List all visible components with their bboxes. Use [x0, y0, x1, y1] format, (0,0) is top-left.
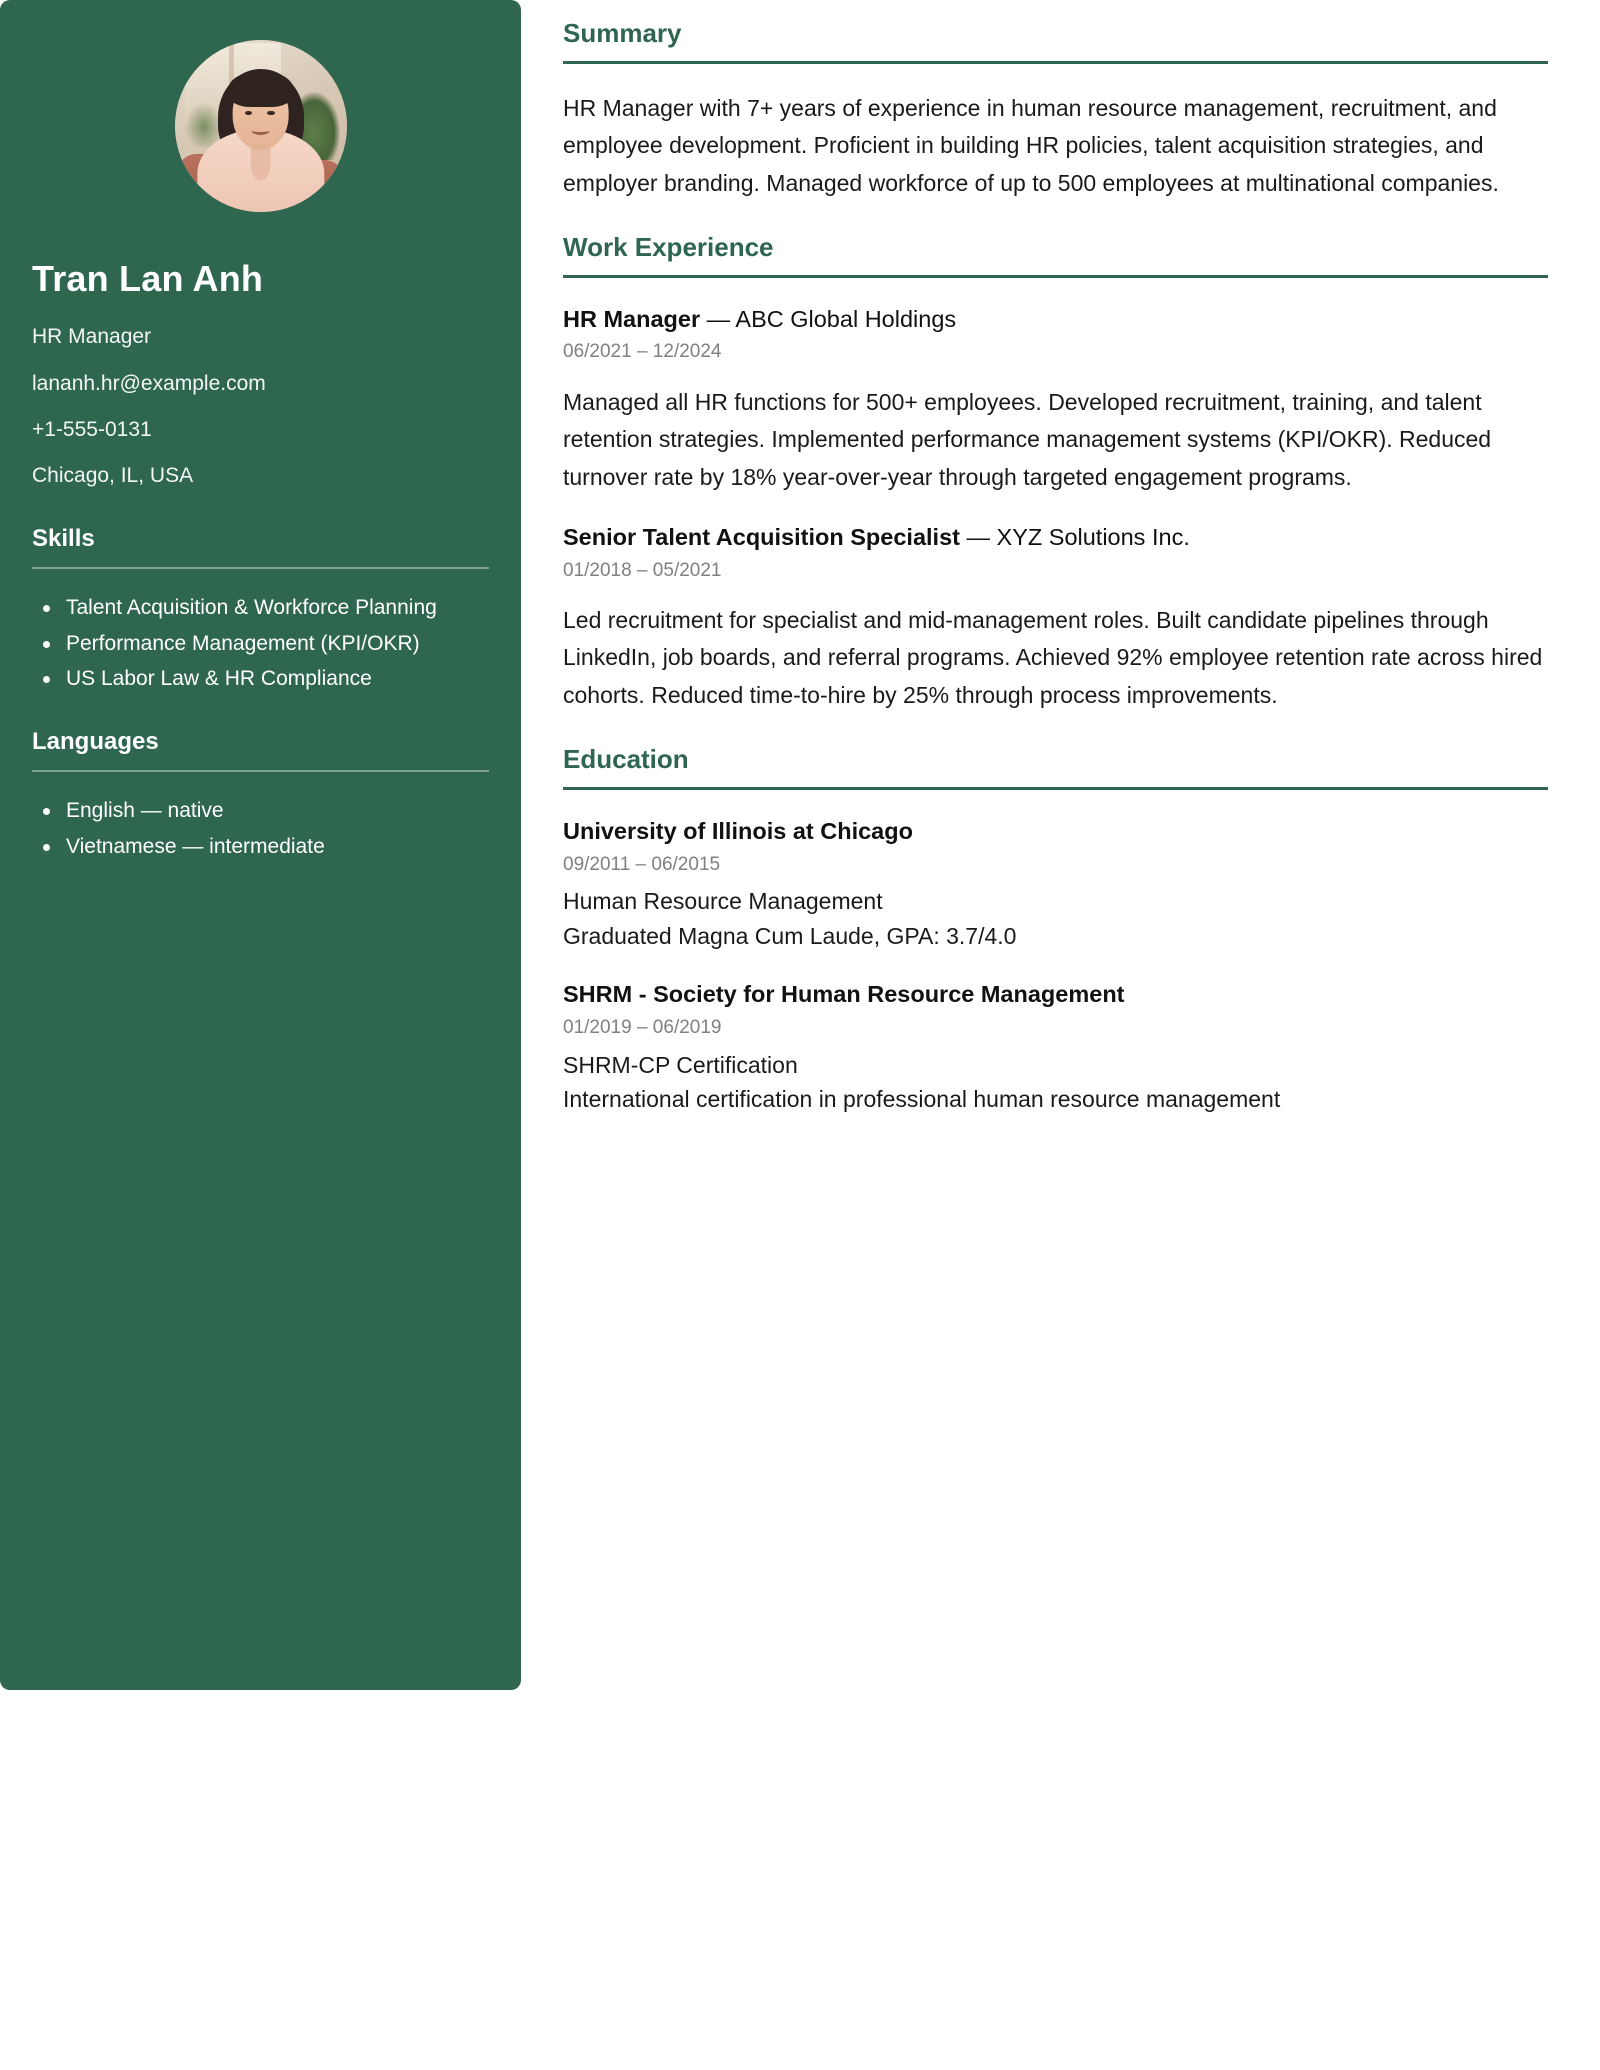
education-entry — [563, 816, 1548, 953]
languages-section — [32, 728, 489, 862]
candidate-job-title: HR Manager — [32, 325, 152, 349]
photo-smile — [251, 126, 270, 135]
education-entry-note: International certification in professional human resource management — [563, 1086, 1281, 1112]
skills-list — [32, 593, 489, 694]
list-item: Talent Acquisition & Workforce Planning — [32, 593, 489, 623]
education-section — [563, 744, 1548, 1117]
skills-heading: Skills — [32, 524, 95, 552]
candidate-phone[interactable]: +1-555-0131 — [32, 418, 152, 442]
education-entry — [563, 979, 1548, 1116]
work-entry-role: HR Manager — [563, 305, 701, 332]
work-entry — [563, 304, 1548, 496]
avatar — [175, 40, 347, 212]
work-entry — [563, 522, 1548, 714]
list-item: Performance Management (KPI/OKR) — [32, 629, 489, 659]
education-entry-institution-wrap — [563, 979, 1548, 1011]
candidate-name: Tran Lan Anh — [32, 258, 264, 299]
summary-section — [563, 18, 1548, 202]
photo-hair-front — [228, 71, 293, 107]
work-entry-description: Led recruitment for specialist and mid-management roles. Built candidate pipelines through LinkedIn, job boards, and referral programs. Achieved 92% employee retention rate across hired cohorts. Reduced time-to-hire by 25% through process improvements. — [563, 607, 1543, 708]
sidebar — [0, 0, 521, 1690]
list-item: US Labor Law & HR Compliance — [32, 664, 489, 694]
work-entry-title — [563, 522, 1548, 554]
languages-divider — [32, 770, 489, 772]
education-entry-institution-wrap — [563, 816, 1548, 848]
education-divider — [563, 787, 1548, 790]
education-entry-institution: University of Illinois at Chicago — [563, 817, 913, 844]
candidate-email[interactable]: lananh.hr@example.com — [32, 371, 266, 395]
skills-section — [32, 525, 489, 694]
work-entry-company: ABC Global Holdings — [735, 305, 957, 332]
work-entry-title — [563, 304, 1548, 336]
languages-heading: Languages — [32, 728, 159, 756]
avatar-wrap — [32, 40, 489, 212]
education-entry-field: Human Resource Management — [563, 888, 883, 915]
education-heading: Education — [563, 743, 689, 774]
education-entry-note: Graduated Magna Cum Laude, GPA: 3.7/4.0 — [563, 922, 1017, 949]
skills-divider — [32, 567, 489, 569]
photo-eye-right — [267, 111, 274, 115]
work-entry-description: Managed all HR functions for 500+ employees. Developed recruitment, training, and talent retention strategies. Implemented performance management systems (KPI/OKR). Reduced turnover rate by 18% year-over-year through targeted engagement programs. — [563, 389, 1492, 490]
languages-list — [32, 796, 489, 862]
work-experience-divider — [563, 275, 1548, 278]
work-entry-dates: 06/2021 – 12/2024 — [563, 341, 722, 363]
work-experience-heading: Work Experience — [563, 231, 774, 262]
main-content — [521, 0, 1600, 1187]
list-item: Vietnamese — intermediate — [32, 832, 489, 862]
work-entry-separator: — — [959, 523, 997, 550]
candidate-location: Chicago, IL, USA — [32, 464, 194, 488]
summary-heading: Summary — [563, 18, 682, 48]
education-entry-dates: 09/2011 – 06/2015 — [563, 853, 721, 875]
education-entry-dates: 01/2019 – 06/2019 — [563, 1016, 722, 1038]
work-entry-role: Senior Talent Acquisition Specialist — [563, 523, 960, 550]
education-entry-institution: SHRM - Society for Human Resource Management — [563, 981, 1125, 1008]
work-entry-company: XYZ Solutions Inc. — [996, 523, 1190, 550]
list-item: English — native — [32, 796, 489, 826]
education-entry-field: SHRM-CP Certification — [563, 1051, 798, 1078]
photo-eye-left — [245, 111, 252, 115]
work-experience-section — [563, 232, 1548, 714]
summary-divider — [563, 61, 1548, 64]
work-entry-separator: — — [700, 305, 736, 332]
summary-text: HR Manager with 7+ years of experience in human resource management, recruitment, and employee development. Proficient in building HR policies, talent acquisition strategies, and employer branding. Managed workforce of up to 500 employees at multinational companies. — [563, 95, 1499, 196]
work-entry-dates: 01/2018 – 05/2021 — [563, 559, 722, 581]
